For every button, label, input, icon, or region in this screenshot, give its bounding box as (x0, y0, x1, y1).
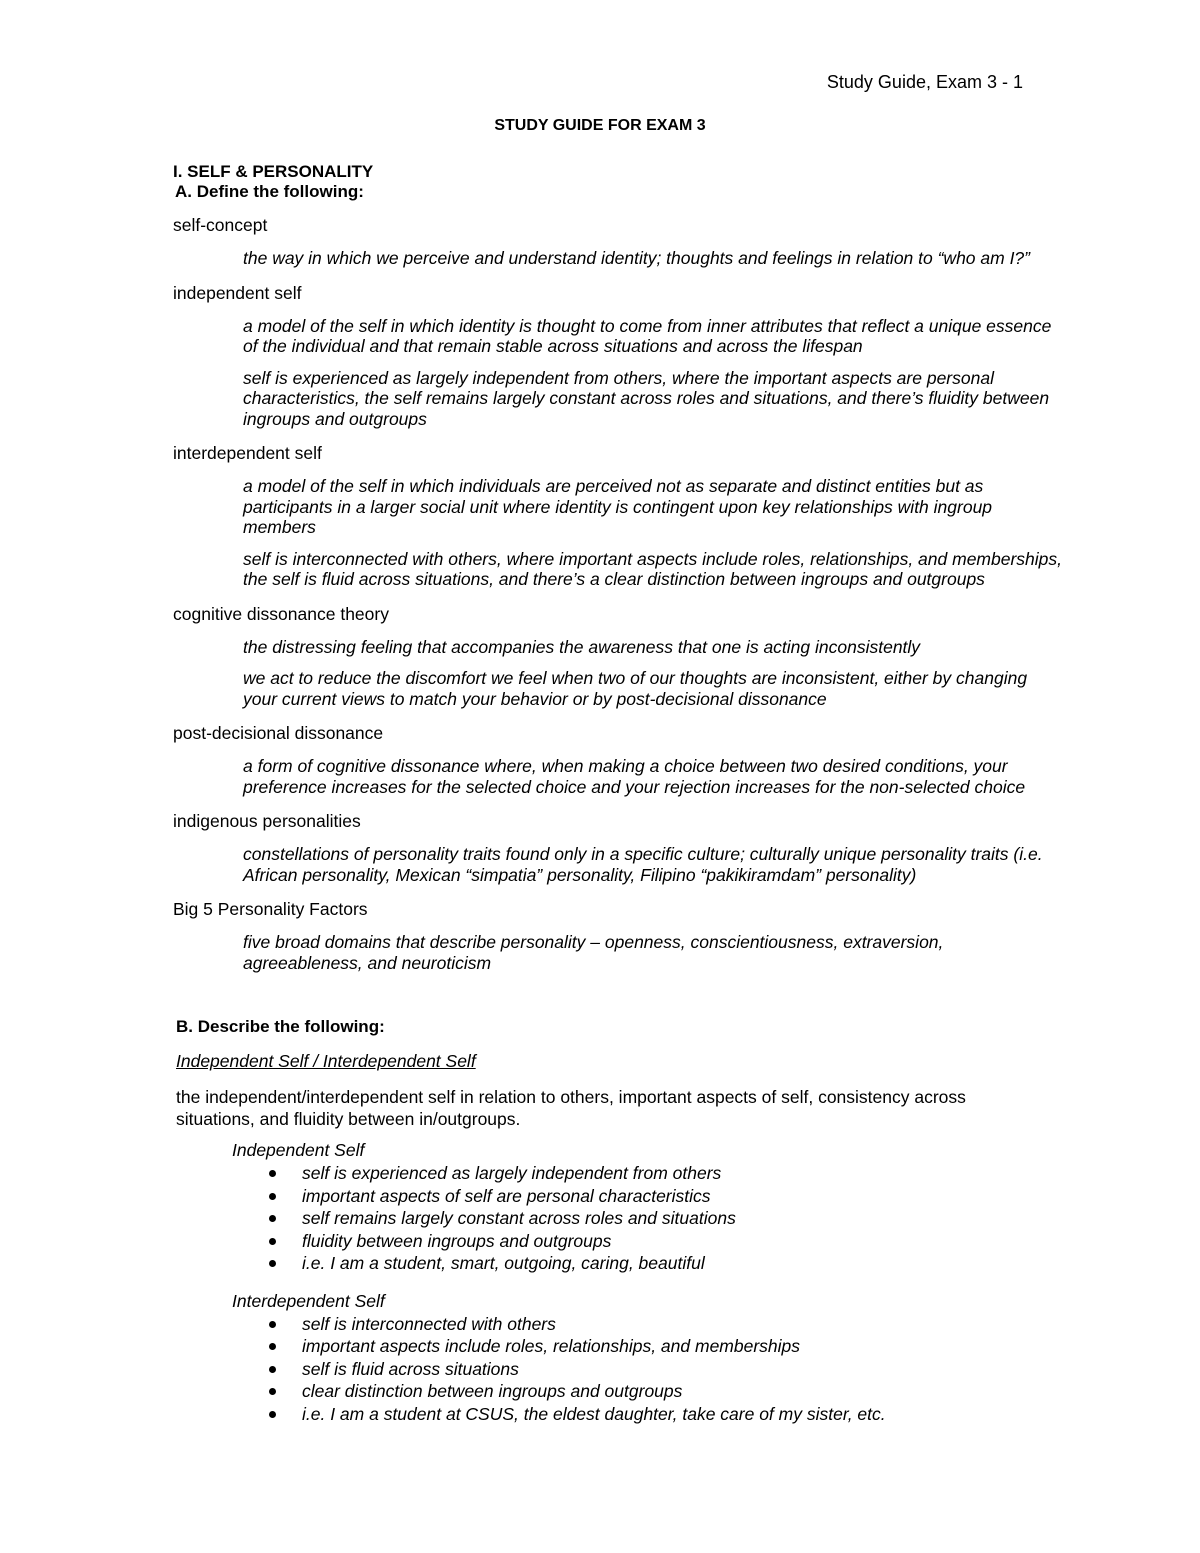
list-item (176, 1313, 1063, 1336)
bullet-icon (269, 1215, 276, 1222)
definition: self is interconnected with others, where important aspects include roles, relationships, and memberships, the self is fluid across situations, and there’s a clear distinction between ingroups and outgroups (243, 548, 1063, 589)
bullet-list-independent-self (176, 1162, 1063, 1275)
part-a-title: A. Define the following: (175, 182, 364, 201)
list-item-text: self is fluid across situations (302, 1358, 519, 1379)
definition: the distressing feeling that accompanies the awareness that one is acting inconsistently (243, 636, 921, 657)
list-item-text: clear distinction between ingroups and outgroups (302, 1381, 683, 1401)
bullet-icon (269, 1170, 276, 1177)
list-item (176, 1252, 1063, 1275)
topic-description: the independent/interdependent self in relation to others, important aspects of self, consistency across situations, and fluidity between in/outgroups. (176, 1087, 966, 1129)
term-indigenous-personalities: indigenous personalities (173, 811, 361, 831)
list-item-text: important aspects include roles, relationships, and memberships (302, 1336, 801, 1356)
list-item-text: i.e. I am a student, smart, outgoing, caring, beautiful (302, 1253, 705, 1273)
page-header: Study Guide, Exam 3 - 1 (826, 72, 1023, 92)
list-item-text: self remains largely constant across roles and situations (302, 1208, 736, 1228)
bullet-icon (269, 1343, 276, 1350)
bullet-icon (269, 1260, 276, 1267)
list-item-text: important aspects of self are personal characteristics (302, 1185, 711, 1206)
part-b-title: B. Describe the following: (176, 1017, 385, 1036)
document-title: STUDY GUIDE FOR EXAM 3 (494, 117, 706, 134)
term-independent-self: independent self (173, 282, 302, 303)
definitions-list (173, 215, 1063, 973)
list-item (176, 1403, 1063, 1426)
definition: a form of cognitive dissonance where, when making a choice between two desired conditions, your preference increases for the selected choice and your rejection increases for the non-selected choice (243, 756, 1026, 797)
term-self-concept: self-concept (173, 215, 268, 235)
section-title: I. SELF & PERSONALITY (173, 162, 374, 181)
bullet-list-interdependent-self (176, 1313, 1063, 1426)
term-cognitive-dissonance-theory: cognitive dissonance theory (173, 603, 389, 624)
list-item (176, 1230, 1063, 1253)
bullet-icon (269, 1238, 276, 1245)
list-item-text: fluidity between ingroups and outgroups (302, 1230, 612, 1251)
definition: five broad domains that describe personality – openness, conscientiousness, extraversion, agreeableness, and neuroticism (243, 932, 944, 973)
list-item (176, 1380, 1063, 1403)
bullet-icon (269, 1366, 276, 1373)
list-item (176, 1162, 1063, 1185)
list-item (176, 1358, 1063, 1381)
group-title-independent-self: Independent Self (232, 1140, 365, 1160)
topic-heading: Independent Self / Interdependent Self (176, 1051, 476, 1071)
list-item (176, 1335, 1063, 1358)
definition: the way in which we perceive and understand identity; thoughts and feelings in relation to “who am I?” (243, 248, 1030, 268)
bullet-icon (269, 1388, 276, 1395)
bullet-icon (269, 1411, 276, 1418)
definition: a model of the self in which identity is thought to come from inner attributes that reflect a unique essence of the individual and that remain stable across situations and across the lifespan (243, 315, 1052, 356)
definition: we act to reduce the discomfort we feel when two of our thoughts are inconsistent, either by changing your current views to match your behavior or by post-decisional dissonance (243, 668, 1028, 709)
list-item (176, 1207, 1063, 1230)
term-post-decisional-dissonance: post-decisional dissonance (173, 723, 384, 743)
group-title-interdependent-self: Interdependent Self (232, 1290, 385, 1311)
definition: self is experienced as largely independent from others, where the important aspects are personal characteristics, the self remains largely constant across roles and situations, and there’s fluidity between ingroups and outgroups (243, 367, 1050, 429)
term-interdependent-self: interdependent self (173, 443, 322, 463)
list-item-text: self is interconnected with others (302, 1313, 556, 1334)
bullet-icon (269, 1321, 276, 1328)
bullet-icon (269, 1193, 276, 1200)
definition: constellations of personality traits found only in a specific culture; culturally unique personality traits (i.e. African personality, Mexican “simpatia” personality, Filipino “pakikiramdam” personality) (243, 844, 1043, 885)
list-item (176, 1185, 1063, 1208)
list-item-text: i.e. I am a student at CSUS, the eldest daughter, take care of my sister, etc. (302, 1403, 886, 1424)
document-body (173, 162, 1063, 1425)
part-b (176, 1017, 1063, 1425)
term-big-5-personality-factors: Big 5 Personality Factors (173, 899, 368, 919)
list-item-text: self is experienced as largely independent from others (302, 1163, 722, 1183)
definition: a model of the self in which individuals are perceived not as separate and distinct entities but as participants in a larger social unit where identity is contingent upon key relationships with ingroup members (243, 476, 993, 537)
